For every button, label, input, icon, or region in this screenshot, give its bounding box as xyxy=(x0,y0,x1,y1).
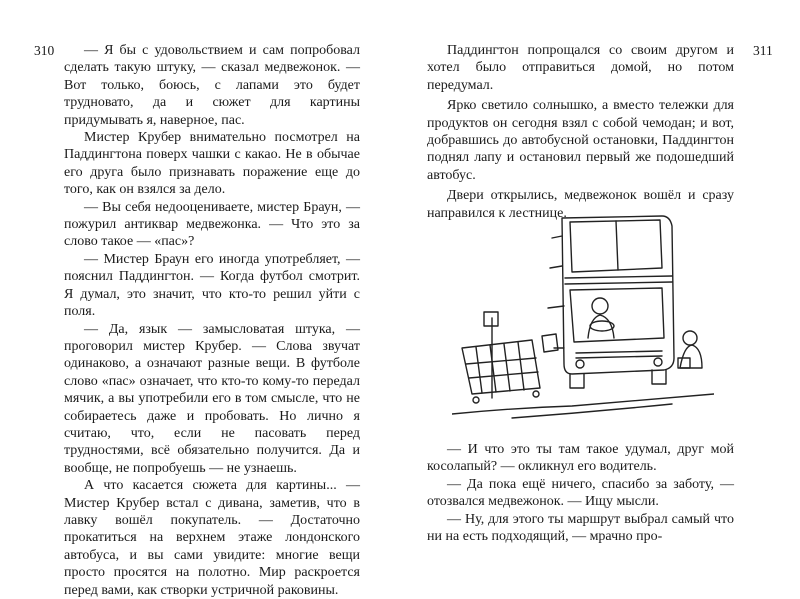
right-page-text-bottom xyxy=(427,441,734,545)
page-number-right: 311 xyxy=(753,43,773,58)
paragraph: Двери открылись, медвежонок вошёл и сразу направился к лестнице. xyxy=(427,188,734,221)
paragraph: — Мистер Браун его иногда употребляет, — пояснил Паддингтон. — Когда футбол смотрит. Я думал, это значит, что кто-то решил уйти с поля. xyxy=(64,251,360,320)
paragraph: — Я бы с удовольствием и сам попробовал сделать такую штуку, — сказал медвежонок. — Вот только, боюсь, с лапами это будет трудновато, да и сюжет для картины придумывать я, наверное, пас. xyxy=(64,43,360,128)
page-number-left: 310 xyxy=(34,43,55,58)
left-page-text xyxy=(64,42,360,599)
paragraph: Мистер Крубер внимательно посмотрел на Паддингтона поверх чашки с какао. Не в обычае его друга было признавать поражение еще до того, как он взялся за дело. xyxy=(64,130,360,198)
paragraph: — Да, язык — замысловатая штука, — проговорил мистер Крубер. — Слова звучат одинаково, а означают разные вещи. В футболе слово «пас» означает, что кто-то кому-то передал мячик, а вы употребили его в том смысле, что не собираетесь даже и пробовать. Но лично я считаю, что, если не пасовать перед трудностями, всё обязательно получится. Да и вообще, не попробуешь — не узнаешь. xyxy=(64,321,360,476)
paragraph: Ярко светило солнышко, а вместо тележки для продуктов он сегодня взял с собой чемодан; и вот, добравшись до автобусной остановки, Паддингтон поднял лапу и остановил первый же подошедший автобус. xyxy=(427,98,734,183)
bus-illustration xyxy=(452,208,714,426)
paragraph: — Ну, для этого ты маршрут выбрал самый что ни на есть подходящий, — мрачно про- xyxy=(427,511,734,545)
paragraph: — Да пока ещё ничего, спасибо за заботу, — отозвался медвежонок. — Ищу мысли. xyxy=(427,476,734,510)
right-page-text-top xyxy=(427,42,734,222)
paragraph: — Вы себя недооцениваете, мистер Браун, — пожурил антиквар медвежонка. — Что это за слово такое — «пас»? xyxy=(64,199,360,250)
paragraph: — И что это ты там такое удумал, друг мой косолапый? — окликнул его водитель. xyxy=(427,442,734,475)
paragraph: Паддингтон попрощался со своим другом и хотел было отправиться домой, но потом передумал. xyxy=(427,43,734,93)
paragraph: А что касается сюжета для картины... — Мистер Крубер встал с дивана, заметив, что в лавку вошёл покупатель. — Достаточно прокатиться на верхнем этаже лондонского автобуса, и вы сами увидите: многие вещи просто просятся на полотно. Мир раскроется перед вами, как створки устричной раковины. xyxy=(64,478,360,598)
